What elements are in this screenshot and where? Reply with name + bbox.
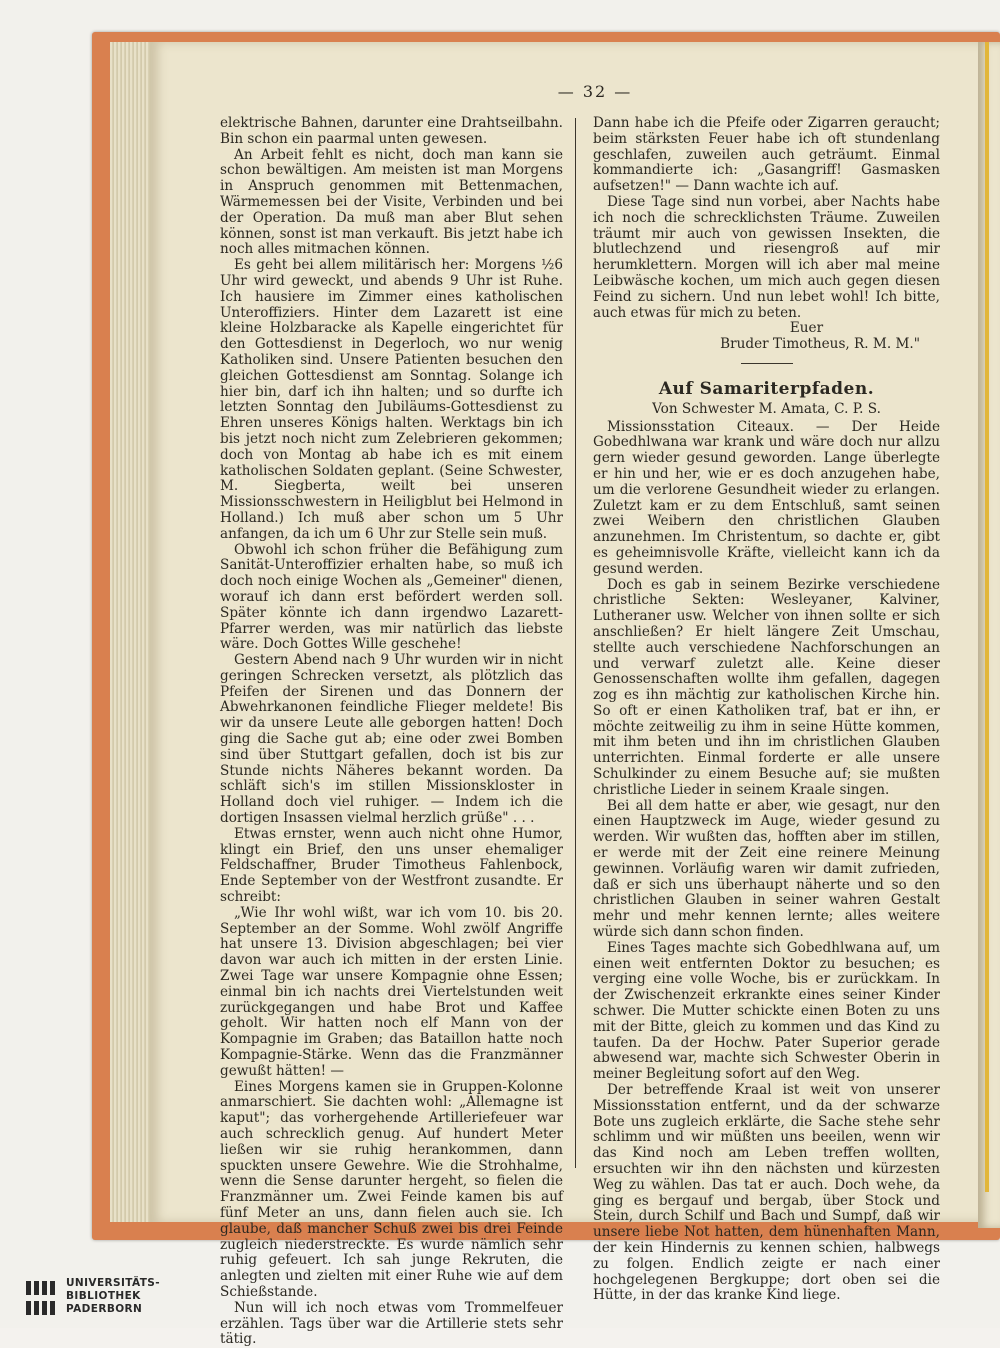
paragraph: Missionsstation Citeaux. — Der Heide Gobedhlwana war krank und wäre doch nur allzu gern wieder gesund geworden. Lange überlegte er hin und her, wie er es doch anzugehen habe, um die verlorene Gesundheit wieder zu erlangen. Zuletzt kam er zu dem Entschluß, samt seinen zwei Weibern den christlichen Glauben anzunehmen. Im Christentum, so dachte er, gibt es geheimnisvolle Kräfte, vielleicht kann ich da gesund werden. [593,418,940,577]
paragraph: Der betreffende Kraal ist weit von unserer Missionsstation entfernt, und da der schwarze Bote uns zugleich erklärte, die Sache stehe sehr schlimm und wir müßten uns beeilen, wenn wir das Kind noch am Leben treffen wollten, ersuchten wir ihn den nächsten und kürzesten Weg zu wählen. Das tat er auch. Doch wehe, da ging es bergauf und bergab, über Stock und Stein, durch Schilf und Bach und Sumpf, daß wir unsere liebe Not hatten, dem hünenhaften Mann, der kein Hindernis zu kennen schien, halbwegs zu folgen. Endlich zeigte er nach einer hochgelegenen Bergkuppe; dort oben sei die Hütte, in der das kranke Kind liege. [593,1082,940,1304]
paragraph: Diese Tage sind nun vorbei, aber Nachts habe ich noch die schrecklichsten Träume. Zuweilen träumt mir auch von gewissen Insekten, die blutlechzend und riesengroß auf mir herumklettern. Morgen will ich aber mal meine Leibwäsche kochen, um mich auch gegen diesen Feind zu sichern. Und nun lebet wohl! Ich bitte, auch etwas für mich zu beten. [593,193,940,321]
article-author: Von Schwester M. Amata, C. P. S. [652,400,881,417]
letter-signature: Bruder Timotheus, R. M. M." [720,336,920,353]
library-name-line1: UNIVERSITÄTS- [66,1277,161,1289]
right-column [593,116,940,1304]
letter-continuation [593,116,940,321]
paragraph: Eines Tages machte sich Gobedhlwana auf, um einen weit entfernten Doktor zu besuchen; es verging eine volle Woche, bis er zurückkam. In der Zwischenzeit erkrankte eines seiner Kinder schwer. Die Mutter schickte einen Boten zu uns mit der Bitte, gleich zu kommen und das Kind zu taufen. Da der Hochw. Pater Superior gerade abwesend war, machte sich Schwester Oberin in meiner Begleitung sofort auf den Weg. [593,939,940,1083]
library-name-line2: BIBLIOTHEK [66,1290,141,1302]
paragraph: Bei all dem hatte er aber, wie gesagt, nur den einen Hauptzweck im Auge, wieder gesund zu werden. Wir wußten das, hofften aber im stillen, er werde mit der Zeit eine reinere Meinung gewinnen. Vorläufig waren wir damit zufrieden, daß er sich uns überhaupt näherte und so den christlichen Glauben in seiner wahren Gestalt mehr und mehr kennen lernte; alles weitere würde sich dann schon finden. [593,797,940,941]
paragraph: Es geht bei allem militärisch her: Morgens ½6 Uhr wird geweckt, und abends 9 Uhr ist Ruhe. Ich hausiere im Zimmer eines katholischen Unteroffiziers. Hinter dem Lazarett ist eine kleine Holzbaracke als Kapelle eingerichtet für den Gottesdienst in Degerloch, wo nur wenig Katholiken sind. Unsere Patienten besuchen den gleichen Gottesdienst am Sonntag. Solange ich hier bin, darf ich ihn halten; und so durfte ich letzten Sonntag den Jubiläums-Gottesdienst zu Ehren unseres Königs halten. Werktags bin ich bis jetzt noch nicht zum Zelebrieren gekommen; doch von Montag ab habe ich es mit einem katholischen Soldaten geplant. (Seine Schwester, M. Siegberta, weilt bei unseren Missionsschwestern in Heiligblut bei Helmond in Holland.) Ich muß aber schon um 5 Uhr anfangen, da ich um 6 Uhr zur Stelle sein muß. [220,257,563,542]
paragraph: An Arbeit fehlt es nicht, doch man kann sie schon bewältigen. Am meisten ist man Morgens in Anspruch genommen mit Bettenmachen, Wärmemessen bei der Visite, Verbinden und bei der Operation. Da muß man aber Blut sehen können, sonst ist man verkauft. Bis jetzt habe ich noch alles mitmachen können. [220,146,563,258]
paragraph: Dann habe ich die Pfeife oder Zigarren geraucht; beim stärksten Feuer habe ich oft stundenlang geschlafen, zuweilen auch geträumt. Einmal kommandierte ich: „Gasangriff! Gasmasken aufsetzen!" — Dann wachte ich auf. [593,115,940,195]
paragraph: Etwas ernster, wenn auch nicht ohne Humor, klingt ein Brief, den uns unser ehemaliger Feldschaffner, Bruder Timotheus Fahlenbock, Ende September von der Westfront zusandte. Er schreibt: [220,825,563,906]
bookmark-ribbon [985,42,989,1192]
library-logo-icon [24,1278,60,1318]
left-column [220,116,563,1348]
letter-closing: Euer [789,320,824,337]
paragraph: Gestern Abend nach 9 Uhr wurden wir in nicht geringen Schrecken versetzt, als plötzlich das Pfeifen der Sirenen und das Donnern der Abwehrkanonen feindliche Flieger meldete! Bis wir da unsere Leute alle geborgen hatten! Doch ging die Sache gut ab; eine oder zwei Bomben sind über Stuttgart gefallen, doch ist bis zur Stunde nichts Näheres bekannt worden. Da schläft sich's im stillen Missionskloster in Holland doch viel ruhiger. — Indem ich die dortigen Insassen vielmal herzlich grüße" . . . [220,652,563,827]
section-rule [741,363,793,364]
article-title: Auf Samariterpfaden. [658,378,875,399]
facing-page-edge [978,42,1000,1228]
page-number: — 32 — [557,82,633,101]
paragraph: Doch es gab in seinem Bezirke verschiedene christliche Sekten: Wesleyaner, Kalviner, Lutheraner usw. Welcher von ihnen sollte er sich anschließen? Er hielt längere Zeit Umschau, stellte auch verschiedene Nachforschungen an und verwarf zuletzt alle. Keine dieser Genossenschaften wollte ihm gefallen, dagegen zog es ihn mächtig zur katholischen Kirche hin. So oft er einen Katholiken traf, bat er ihn, er möchte zeitweilig zu ihm in seine Hütte kommen, mit ihm beten und ihn im christlichen Glauben unterrichten. Einmal forderte er alle unsere Schulkinder zu einem Besuche auf; sie mußten christliche Lieder in seinem Kraale singen. [593,576,940,798]
column-divider [575,118,576,1168]
paragraph: Obwohl ich schon früher die Befähigung zum Sanität-Unteroffizier erhalten habe, so muß ich doch noch einige Wochen als „Gemeiner" dienen, worauf ich dann erst befördert werden soll. Später könnte ich dann irgendwo Lazarett-Pfarrer werden, was mir natürlich das liebste wäre. Doch Gottes Wille geschehe! [220,541,563,653]
paragraph: „Wie Ihr wohl wißt, war ich vom 10. bis 20. September an der Somme. Wohl zwölf Angriffe hat unsere 13. Division abgeschlagen; bei vier davon war auch ich mitten in der ersten Linie. Zwei Tage war unsere Kompagnie ohne Essen; einmal bin ich nachts drei Viertelstunden weit zurückgegangen und habe Brot und Kaffee geholt. Wir hatten noch elf Mann von der Kompagnie im Graben; das Bataillon hatte noch Kompagnie-Stärke. Wenn das die Franzmänner gewußt hätten! — [220,904,563,1079]
paragraph: Eines Morgens kamen sie in Gruppen-Kolonne anmarschiert. Sie dachten wohl: „Allemagne ist kaput"; das vorhergehende Artilleriefeuer war auch schrecklich genug. Auf hundert Meter ließen wir sie ruhig herankommen, dann spuckten unsere Gewehre. Wie die Strohhalme, wenn die Sense darunter hergeht, so fielen die Franzmänner um. Zwei Feinde kamen bis auf fünf Meter an uns, dann fielen auch sie. Ich glaube, daß mancher Schuß zwei bis drei Feinde zugleich niederstreckte. Es wurde nämlich sehr ruhig gefeuert. Ich sah junge Rekruten, die anlegten und zielten mit einer Ruhe wie auf dem Schießstande. [220,1078,563,1300]
paragraph: elektrische Bahnen, darunter eine Drahtseilbahn. Bin schon ein paarmal unten gewesen. [220,115,563,147]
library-name-line3: PADERBORN [66,1303,143,1315]
library-name [66,1277,160,1316]
article-body [593,420,940,1305]
paragraph: Nun will ich noch etwas vom Trommelfeuer erzählen. Tags über war die Artillerie stets sehr tätig. [220,1299,563,1348]
